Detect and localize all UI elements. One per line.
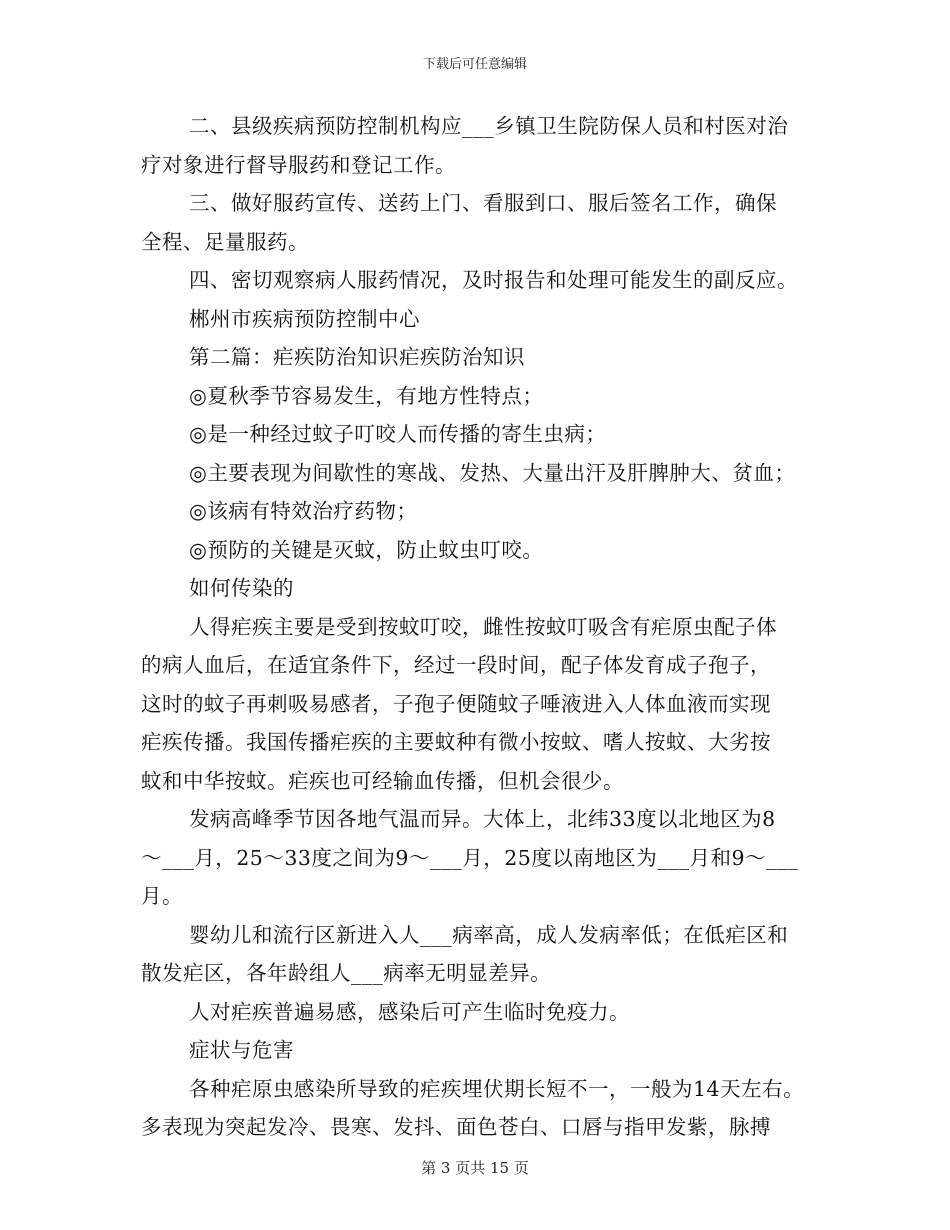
text-line: 全程、足量服药。 — [141, 229, 309, 254]
text-line: ◎预防的关键是灭蚊，防止蚊虫叮咬。 — [189, 537, 544, 562]
text-line: 疗对象进行督导服药和登记工作。 — [141, 152, 456, 177]
document-body — [141, 107, 821, 1147]
text-line: 婴幼儿和流行区新进入人___病率高，成人发病率低；在低疟区和 — [189, 922, 789, 947]
text-line: ◎主要表现为间歇性的寒战、发热、大量出汗及肝脾肿大、贫血； — [189, 460, 796, 485]
text-line: 人得疟疾主要是受到按蚊叮咬，雌性按蚊叮吸含有疟原虫配子体 — [189, 614, 777, 639]
text-line: 二、县级疾病预防控制机构应___乡镇卫生院防保人员和村医对治 — [189, 114, 789, 138]
text-line: 的病人血后，在适宜条件下，经过一段时间，配子体发育成子孢子， — [141, 653, 771, 677]
text-line: 散发疟区，各年龄组人___病率无明显差异。 — [141, 961, 552, 985]
page-footer: 第 3 页共 15 页 — [421, 1159, 529, 1177]
text-line: 症状与危害 — [189, 1038, 294, 1062]
text-line: 第二篇：疟疾防治知识疟疾防治知识 — [189, 345, 525, 369]
text-line: 多表现为突起发冷、畏寒、发抖、面色苍白、口唇与指甲发紫，脉搏 — [141, 1115, 771, 1139]
text-line: 发病高峰季节因各地气温而异。大体上，北纬33度以北地区为8 — [189, 807, 776, 831]
text-line: 月。 — [141, 884, 183, 908]
text-line: 郴州市疾病预防控制中心 — [189, 306, 420, 331]
page-header: 下载后可任意编辑 — [422, 57, 527, 72]
text-line: 这时的蚊子再刺吸易感者，子孢子便随蚊子唾液进入人体血液而实现 — [141, 691, 771, 716]
text-line: 蚊和中华按蚊。疟疾也可经输血传播，但机会很少。 — [141, 768, 624, 793]
text-line: 如何传染的 — [189, 576, 294, 600]
text-line: ◎是一种经过蚊子叮咬人而传播的寄生虫病； — [189, 422, 607, 446]
text-line: ◎该病有特效治疗药物； — [189, 499, 418, 523]
text-line: ～___月，25～33度之间为9～___月，25度以南地区为___月和9～___ — [141, 845, 799, 870]
text-line: 三、做好服药宣传、送药上门、看服到口、服后签名工作，确保 — [189, 191, 777, 215]
text-line: ◎夏秋季节容易发生，有地方性特点； — [189, 383, 544, 408]
text-line: 各种疟原虫感染所导致的疟疾埋伏期长短不一，一般为14天左右。 — [189, 1076, 805, 1101]
text-line: 人对疟疾普遍易感，感染后可产生临时免疫力。 — [189, 999, 630, 1024]
text-line: 疟疾传播。我国传播疟疾的主要蚊种有微小按蚊、嗜人按蚊、大劣按 — [141, 730, 771, 754]
text-line: 四、密切观察病人服药情况，及时报告和处理可能发生的副反应。 — [189, 268, 798, 292]
